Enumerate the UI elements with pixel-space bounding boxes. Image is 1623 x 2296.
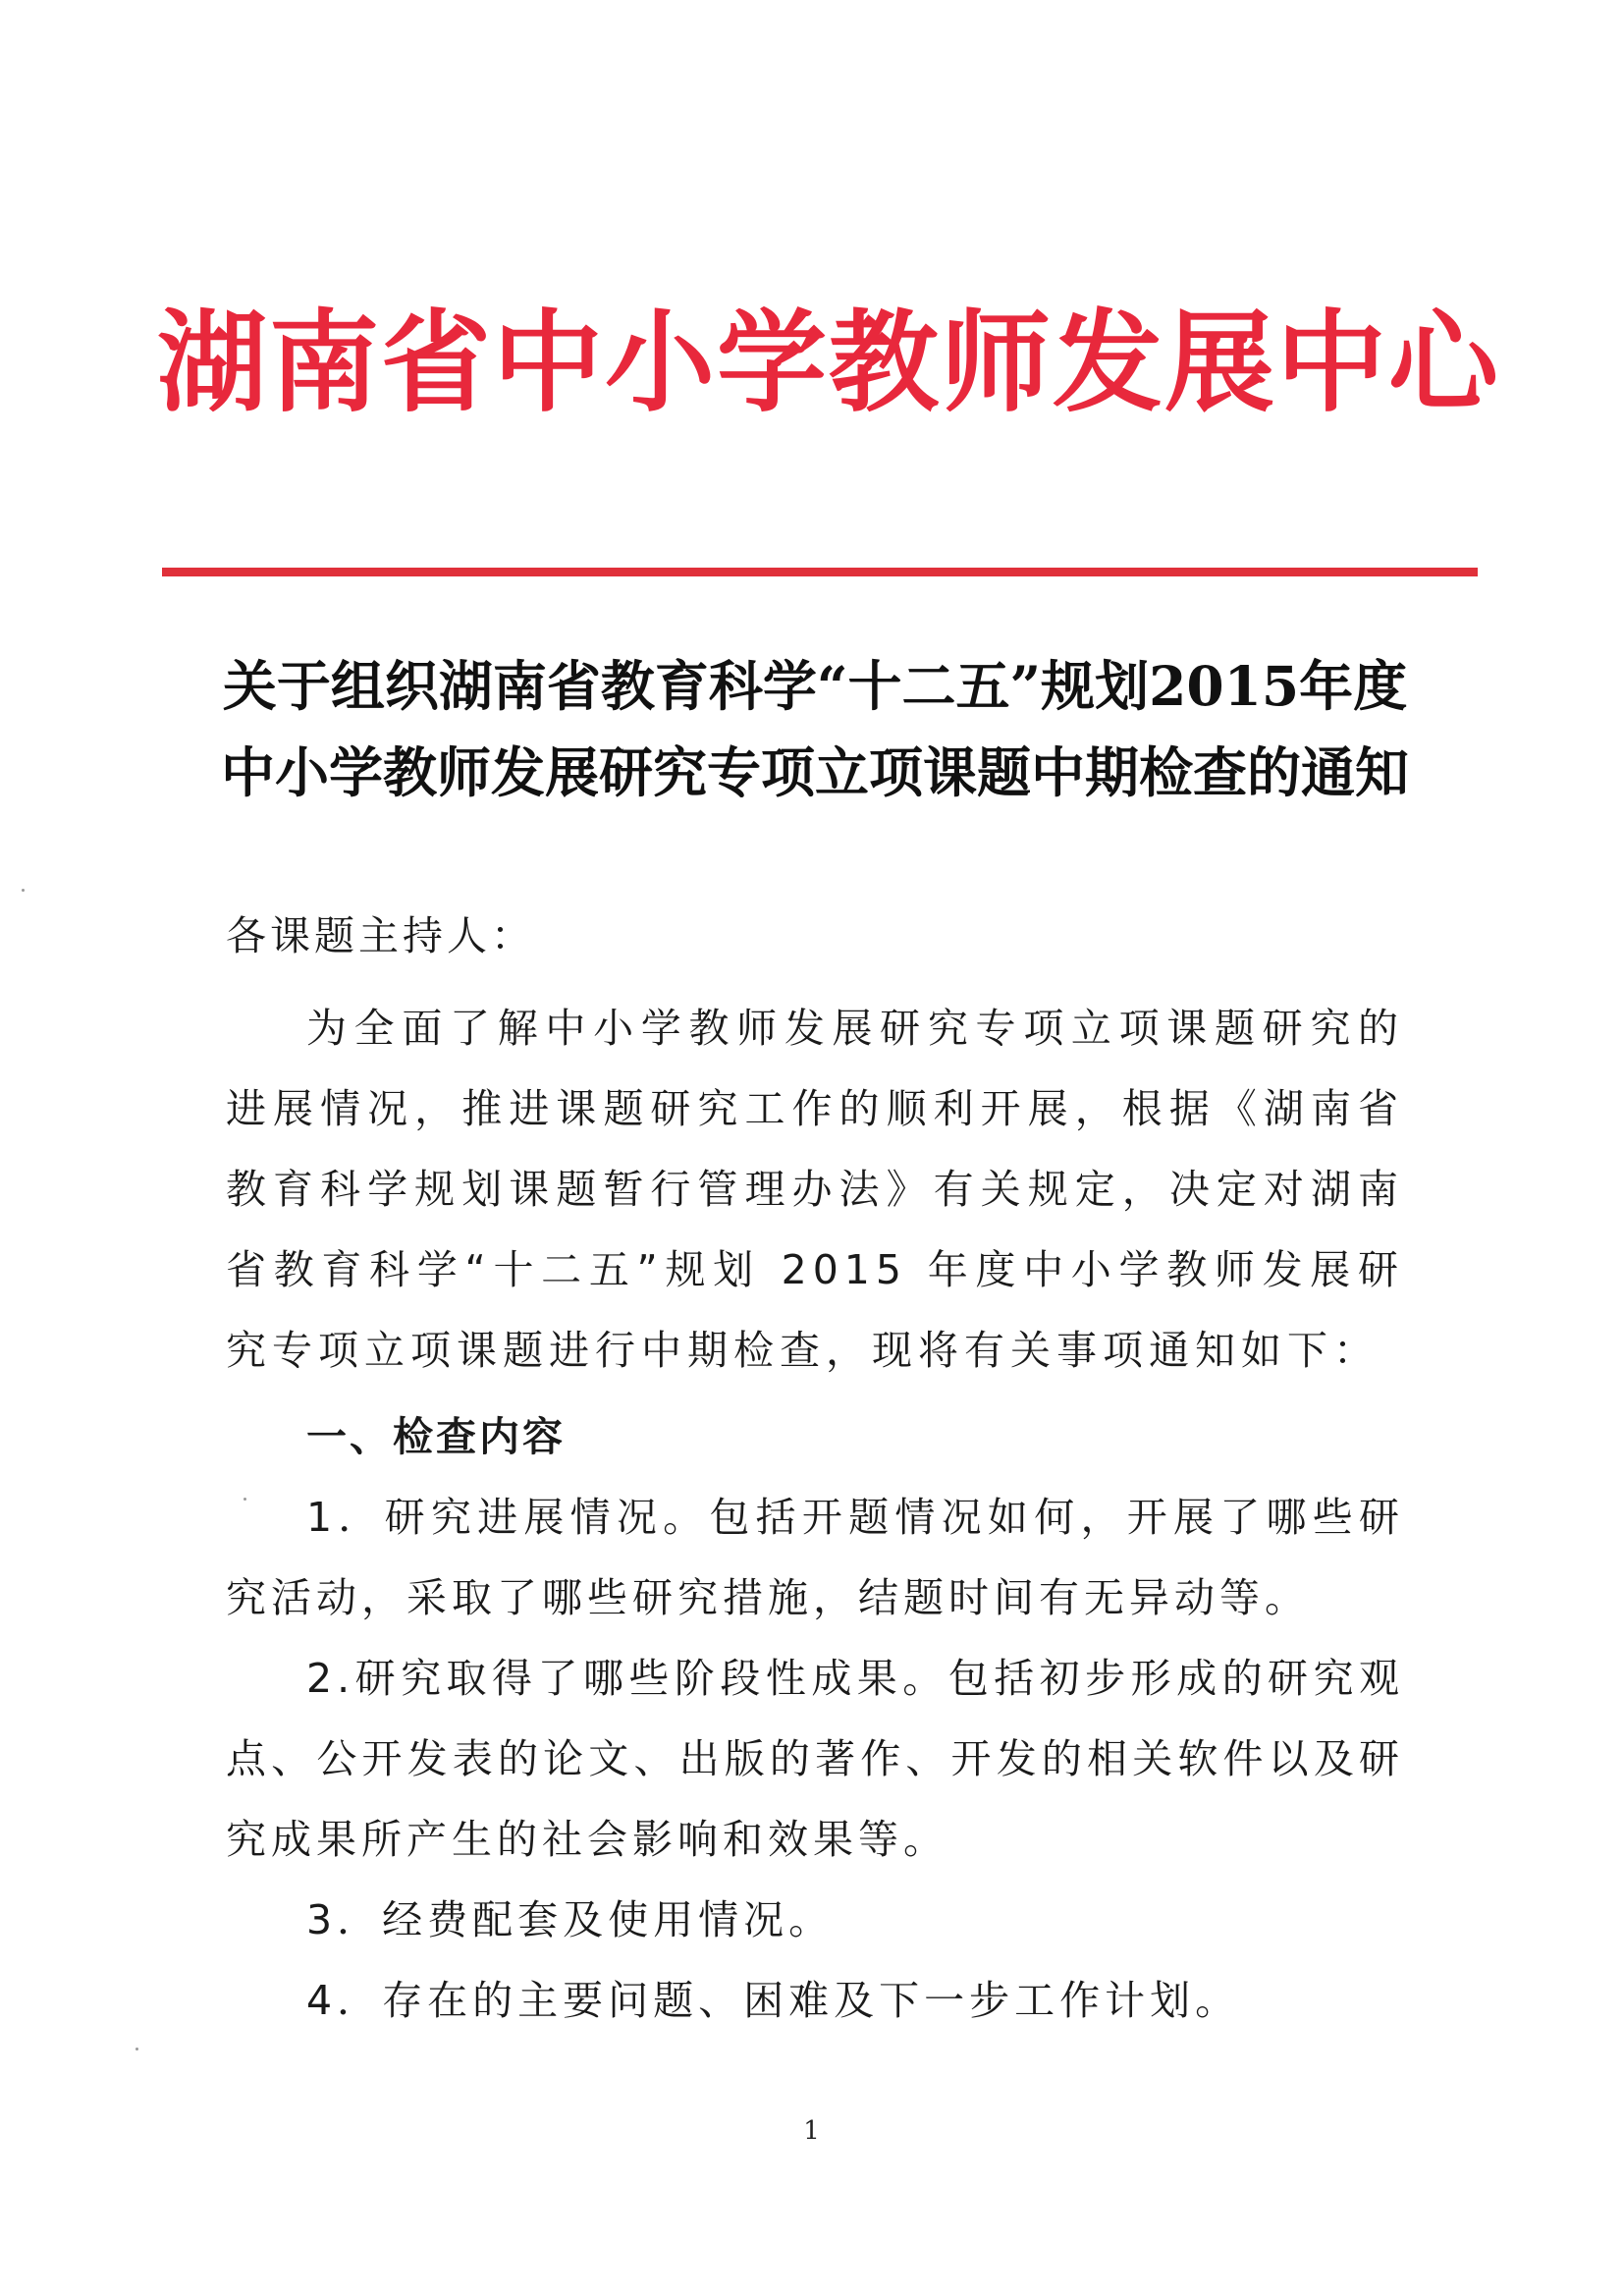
- notice-body: [226, 902, 1404, 2041]
- list-item: 2.研究取得了哪些阶段性成果。包括初步形成的研究观点、公开发表的论文、出版的著作、开发的相关软件以及研究成果所产生的社会影响和效果等。: [226, 1655, 1404, 1863]
- red-separator-rule: [162, 568, 1478, 576]
- list-item: 1．研究进展情况。包括开题情况如何，开展了哪些研究活动，采取了哪些研究措施，结题时间有无异动等。: [226, 1494, 1404, 1621]
- list-item: 3．经费配套及使用情况。: [306, 1896, 835, 1943]
- scan-speck: [243, 1498, 246, 1501]
- scan-speck: [135, 2048, 138, 2050]
- title-line-2: 中小学教师发展研究专项立项课题中期检查的通知: [220, 740, 1409, 804]
- salutation: 各课题主持人：: [226, 912, 535, 959]
- list-item: 4．存在的主要问题、困难及下一步工作计划。: [306, 1977, 1241, 2024]
- notice-title: [196, 643, 1434, 816]
- scan-speck: [22, 889, 25, 892]
- intro-paragraph: 为全面了解中小学教师发展研究专项立项课题研究的进展情况，推进课题研究工作的顺利开展，根据《湖南省教育科学规划课题暂行管理办法》有关规定，决定对湖南省教育科学“十二五”规划 2015 年度中小学教师发展研究专项立项课题进行中期检查，现将有关事项通知如下：: [226, 1005, 1404, 1374]
- section-heading: 一、检查内容: [306, 1413, 566, 1460]
- title-line-1: 关于组织湖南省教育科学“十二五”规划2015年度: [222, 654, 1408, 718]
- page-number: 1: [803, 2116, 820, 2146]
- issuer-masthead: 湖南省中小学教师发展中心: [157, 300, 1500, 427]
